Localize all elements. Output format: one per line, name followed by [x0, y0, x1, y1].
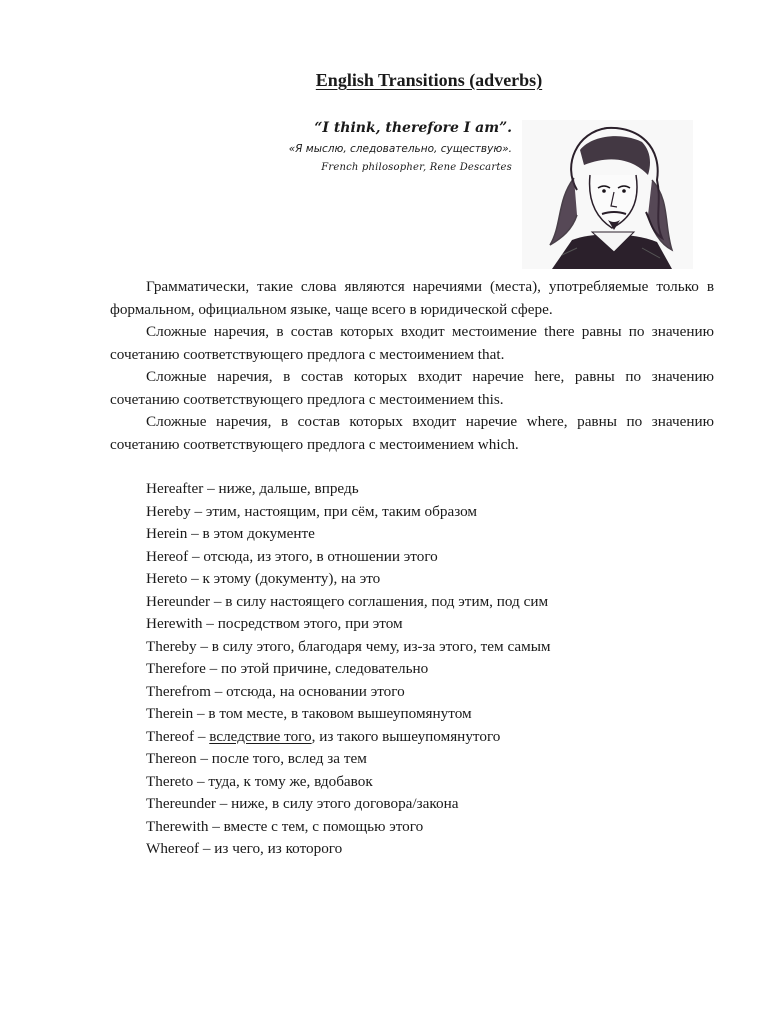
vocab-thereto: Thereto – туда, к тому же, вдобавок [146, 772, 373, 790]
vocab-thereunder: Thereunder – ниже, в силу этого договора/закона [146, 795, 459, 812]
descartes-portrait-image [522, 120, 693, 269]
vocab-hereby: Hereby – этим, настоящим, при сём, таким образом [146, 502, 478, 520]
vocab-hereof: Hereof – отсюда, из этого, в отношении этого [146, 547, 438, 565]
paragraph-grammar: Грамматически, такие слова являются наречиями (места), употребляемые только в формальном, официальном языке, чаще всего в юридической сфере. [110, 278, 714, 318]
quote-block [289, 117, 512, 177]
paragraph-where: Сложные наречия, в состав которых входит наречие where, равны по значению сочетанию соответствующего предлога с местоимением which. [110, 413, 714, 453]
quote-author: French philosopher, Rene Descartes [321, 162, 512, 173]
vocab-thereby: Thereby – в силу этого, благодаря чему, из-за этого, тем самым [146, 637, 551, 655]
intro-paragraphs [110, 276, 714, 456]
portrait-sketch-icon [522, 120, 693, 269]
paragraph-here: Сложные наречия, в состав которых входит наречие here, равны по значению сочетанию соответствующего предлога с местоимением this. [110, 368, 714, 408]
quote-translation: «Я мыслю, следовательно, существую». [288, 143, 512, 155]
vocab-hereunder: Hereunder – в силу настоящего соглашения, под этим, под сим [146, 592, 549, 610]
vocab-thereon: Thereon – после того, вслед за тем [146, 750, 367, 767]
vocab-therefrom: Therefrom – отсюда, на основании этого [146, 682, 405, 700]
vocab-therein: Therein – в том месте, в таковом вышеупомянутом [146, 705, 472, 722]
vocab-therefore: Therefore – по этой причине, следовательно [146, 660, 429, 677]
vocab-thereof-head: Thereof – [146, 727, 210, 745]
vocab-thereof [146, 726, 726, 749]
quote-text: “I think, therefore I am”. [314, 120, 512, 136]
page-title: English Transitions (adverbs) [315, 70, 543, 90]
vocab-herewith: Herewith – посредством этого, при этом [146, 615, 403, 632]
vocabulary-list [146, 478, 726, 861]
vocab-hereto: Hereto – к этому (документу), на это [146, 570, 381, 587]
vocab-whereof: Whereof – из чего, из которого [146, 840, 343, 857]
vocab-therewith: Therewith – вместе с тем, с помощью этого [146, 817, 424, 835]
vocab-thereof-tail: , из такого вышеупомянутого [311, 727, 501, 745]
paragraph-there: Сложные наречия, в состав которых входит местоимение there равны по значению сочетанию соответствующего предлога с местоимением that. [110, 323, 714, 363]
vocab-thereof-underlined: вследствие того [209, 727, 312, 745]
vocab-herein: Herein – в этом документе [146, 525, 315, 542]
vocab-hereafter: Hereafter – ниже, дальше, впредь [146, 480, 359, 497]
